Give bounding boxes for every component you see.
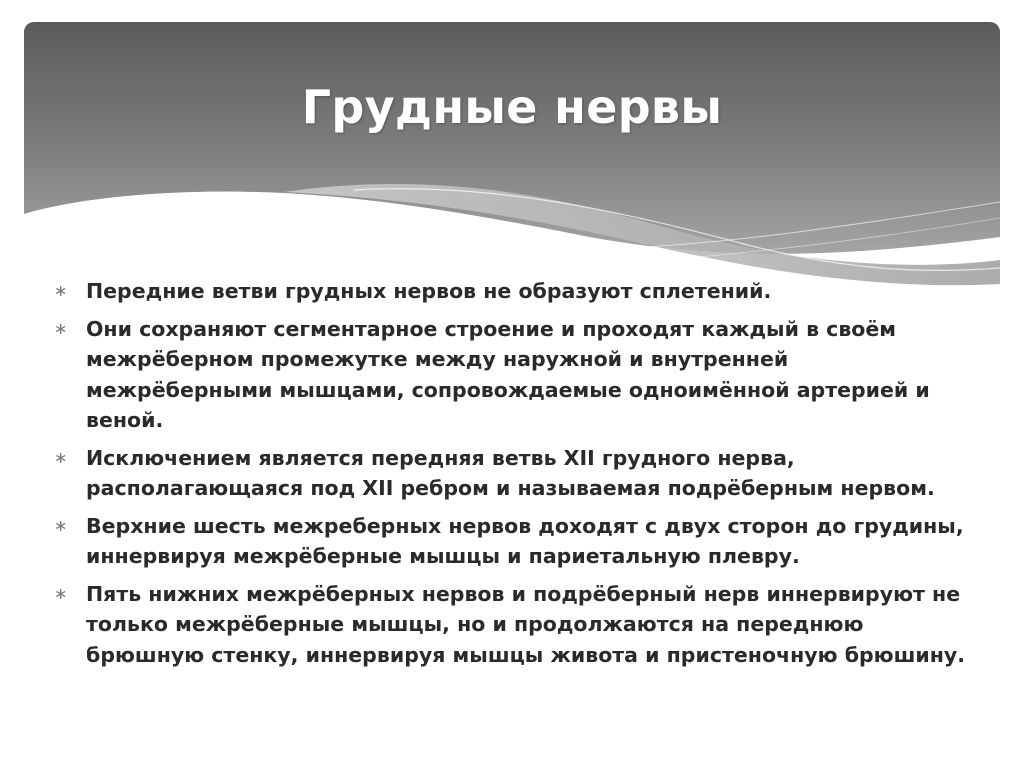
list-item (54, 443, 974, 504)
list-item (54, 579, 974, 671)
list-item-text: Пять нижних межрёберных нервов и подрёберный нерв иннервируют не только межрёберные мышцы, но и продолжаются на переднюю брюшную стенку, иннервируя мышцы живота и пристеночную брюшину. (86, 581, 966, 667)
list-item (54, 276, 974, 307)
bullet-list (54, 276, 974, 677)
bullet-asterisk-icon: ∗ (54, 515, 68, 535)
header-wave-graphic (24, 22, 1000, 292)
list-item (54, 314, 974, 436)
list-item-text: Исключением является передняя ветвь XII грудного нерва, располагающаяся под XII ребром и называемая подрёберным нервом. (86, 445, 935, 500)
list-item (54, 511, 974, 572)
list-item-text: Верхние шесть межреберных нервов доходят с двух сторон до грудины, иннервируя межрёберные мышцы и париетальную плевру. (86, 513, 964, 568)
slide (24, 22, 1000, 752)
bullet-asterisk-icon: ∗ (54, 281, 68, 300)
bullet-asterisk-icon: ∗ (54, 318, 68, 338)
slide-title: Грудные нервы (301, 80, 723, 134)
bullet-asterisk-icon: ∗ (54, 447, 68, 467)
list-item-text: Передние ветви грудных нервов не образуют сплетений. (86, 279, 772, 303)
list-item-text: Они сохраняют сегментарное строение и проходят каждый в своём межрёберном промежутке между наружной и внутренней межрёберными мышцами, сопровождаемые одноимённой артерией и веной. (86, 316, 930, 432)
slide-header-banner (24, 22, 1000, 292)
bullet-asterisk-icon: ∗ (54, 583, 68, 603)
header-background (24, 22, 1000, 254)
